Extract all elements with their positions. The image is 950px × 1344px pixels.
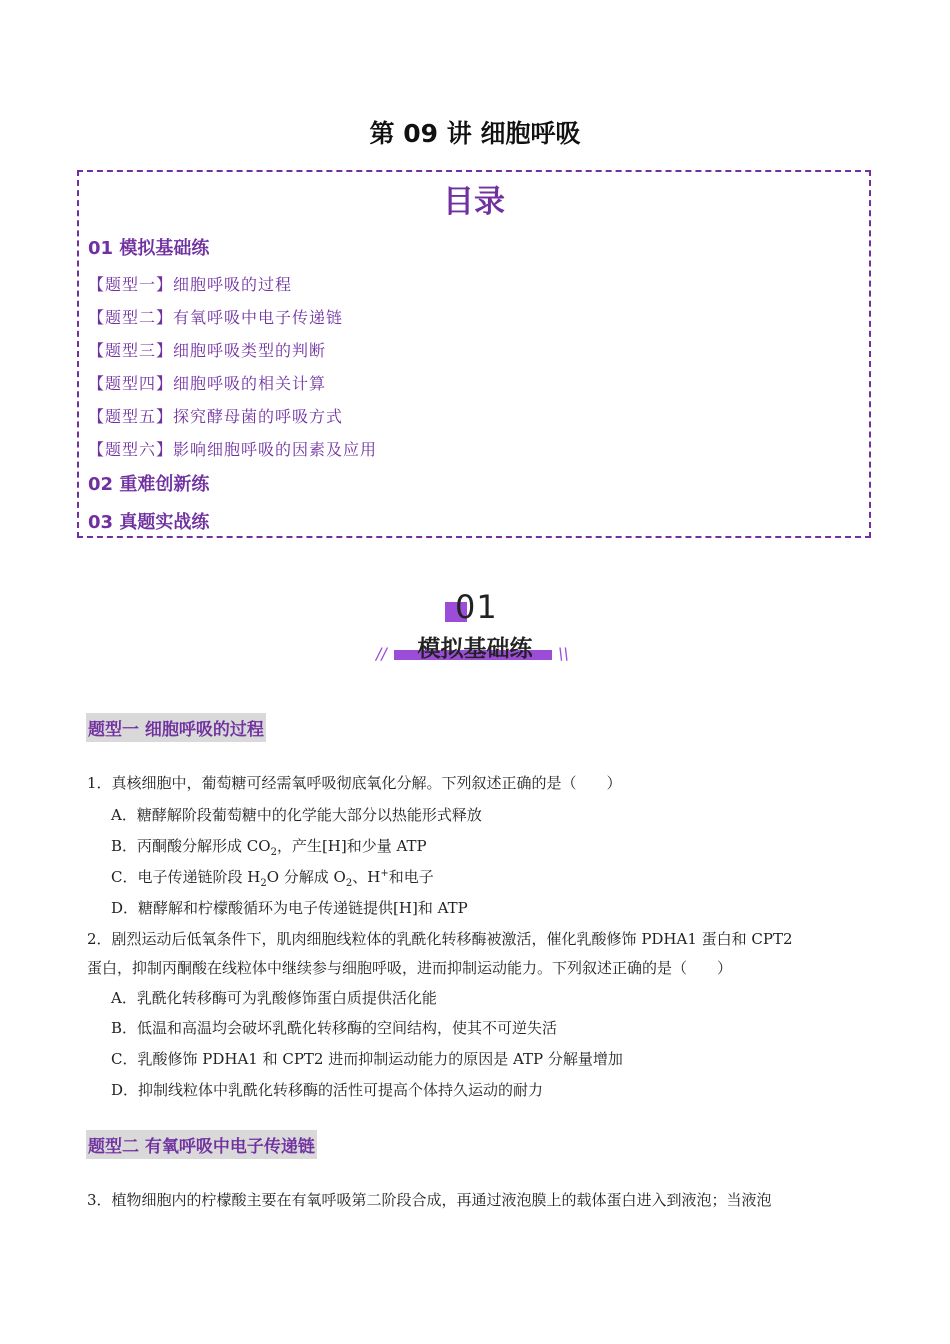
q2-option-a: A．乳酰化转移酶可为乳酸修饰蛋白质提供活化能 (111, 989, 437, 1007)
q2-option-d: D．抑制线粒体中乳酰化转移酶的活性可提高个体持久运动的耐力 (111, 1081, 544, 1099)
q2-option-b: B．低温和高温均会破坏乳酰化转移酶的空间结构，使其不可逆失活 (111, 1019, 558, 1037)
toc-item-5[interactable]: 【题型五】探究酵母菌的呼吸方式 (88, 407, 344, 426)
toc-item-1[interactable]: 【题型一】细胞呼吸的过程 (88, 275, 293, 294)
q2-stem-line1: 2．剧烈运动后低氧条件下，肌肉细胞线粒体的乳酰化转移酶被激活，催化乳酸修饰 PDHA1 蛋白和 CPT2 (87, 930, 793, 948)
toc-item-4[interactable]: 【题型四】细胞呼吸的相关计算 (88, 374, 327, 393)
banner-number: 01 (455, 588, 498, 626)
q1-option-c: C．电子传递链阶段 $H_2O$ 分解成 $O_2$、H+和电子 (111, 868, 434, 889)
banner-label: 模拟基础练 (417, 636, 533, 662)
section-banner (370, 588, 580, 668)
right-slash-decoration: \\ (558, 644, 569, 663)
toc-section-1[interactable]: 01 模拟基础练 (88, 238, 210, 259)
q2-option-c: C．乳酸修饰 PDHA1 和 CPT2 进而抑制运动能力的原因是 ATP 分解量增加 (111, 1050, 623, 1068)
q2-stem-line2: 蛋白，抑制丙酮酸在线粒体中继续参与细胞呼吸，进而抑制运动能力。下列叙述正确的是（ ） (87, 959, 733, 977)
left-slash-decoration: // (376, 644, 387, 663)
type1-heading: 题型一 细胞呼吸的过程 (86, 713, 266, 742)
page-title: 第 09 讲 细胞呼吸 (369, 119, 581, 148)
q1-option-b: B．丙酮酸分解形成 $CO_2$，产生[H]和少量 ATP (111, 837, 427, 858)
table-of-contents (77, 170, 871, 538)
q1-stem: 1．真核细胞中，葡萄糖可经需氧呼吸彻底氧化分解。下列叙述正确的是（ ） (87, 774, 622, 792)
toc-item-2[interactable]: 【题型二】有氧呼吸中电子传递链 (88, 308, 344, 327)
q3-stem: 3．植物细胞内的柠檬酸主要在有氧呼吸第二阶段合成，再通过液泡膜上的载体蛋白进入到液泡；当液泡 (87, 1191, 772, 1209)
toc-item-6[interactable]: 【题型六】影响细胞呼吸的因素及应用 (88, 440, 378, 459)
toc-section-3[interactable]: 03 真题实战练 (88, 512, 210, 533)
q1-option-d: D．糖酵解和柠檬酸循环为电子传递链提供[H]和 ATP (111, 899, 468, 917)
toc-heading: 目录 (443, 184, 505, 220)
toc-section-2[interactable]: 02 重难创新练 (88, 474, 210, 495)
type2-heading: 题型二 有氧呼吸中电子传递链 (86, 1130, 317, 1159)
toc-item-3[interactable]: 【题型三】细胞呼吸类型的判断 (88, 341, 327, 360)
q1-option-a: A．糖酵解阶段葡萄糖中的化学能大部分以热能形式释放 (111, 806, 482, 824)
